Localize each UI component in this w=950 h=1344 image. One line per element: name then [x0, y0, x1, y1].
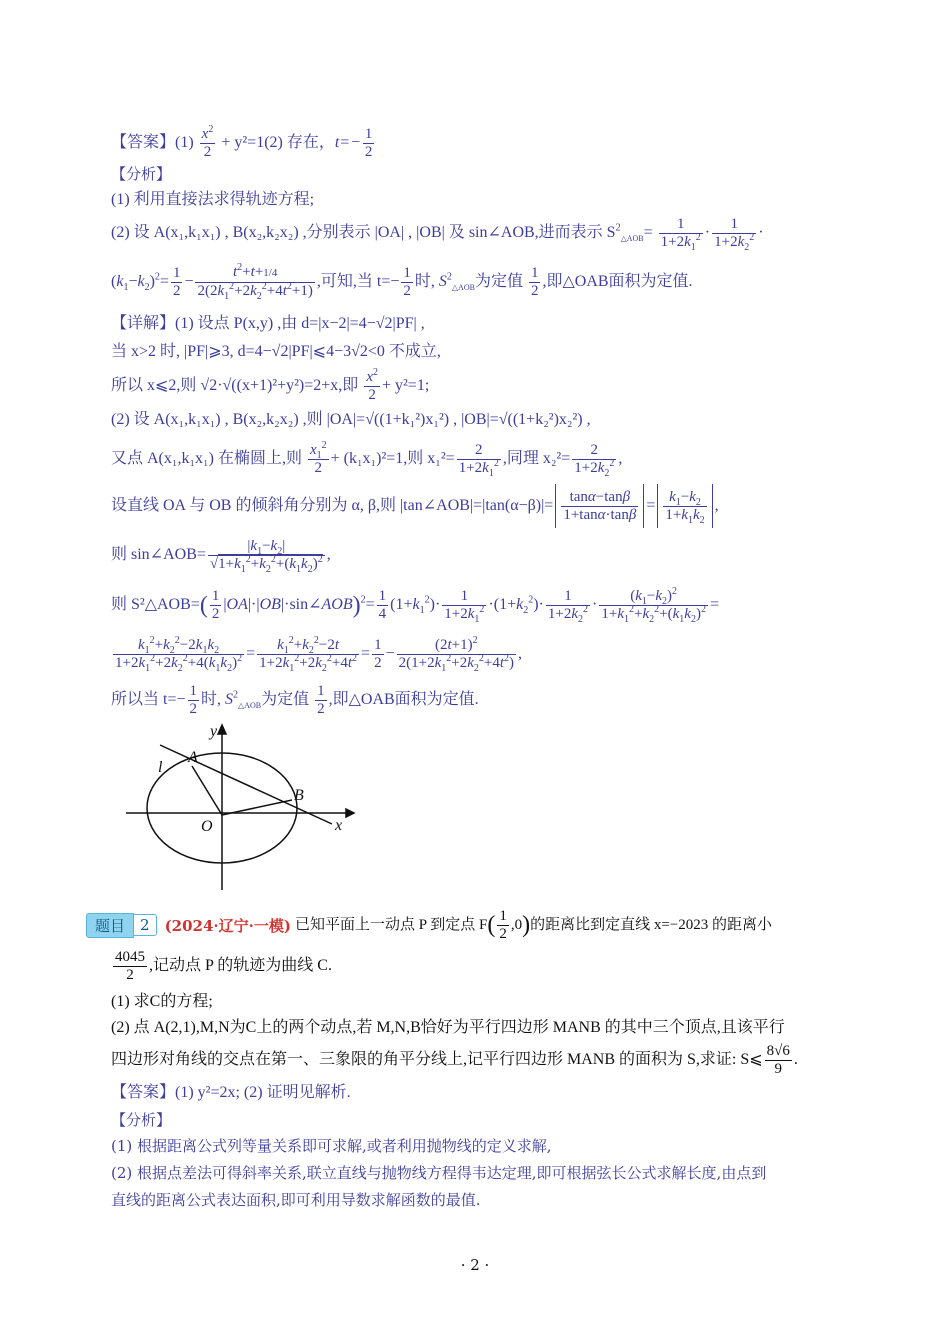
label-a: A — [188, 749, 198, 766]
detail-1-line-6: 设直线 OA 与 OB 的倾斜角分别为 α, β,则 |tan∠AOB|=|tan(α−β)|= $\frac{\tan\alpha-\tan\beta}{1+\tan\alpha\cdot\tan\beta}$ = $\frac{k_1-k_2}{1+k_1k_2}$ , — [111, 484, 719, 528]
problem-2-line-2: $\frac{4045}{2}$ ,记动点 P 的轨迹为曲线 C. — [115, 948, 332, 983]
segment-oa — [192, 766, 222, 815]
answer-label: 【答案】 — [111, 134, 176, 151]
y-axis-arrow — [218, 725, 226, 734]
detail-1-line-1: 【详解】(1) 设点 P(x,y) ,由 d=|x−2|=4−√2|PF| , — [111, 315, 425, 332]
analysis-2-line-1: (1) 根据距离公式列等量关系即可求解,或者利用抛物线的定义求解, — [111, 1137, 552, 1155]
problem-number: 2 — [134, 914, 157, 936]
line-l — [160, 745, 332, 824]
problem-2-q2: (2) 点 A(2,1),M,N为C上的两个动点,若 M,N,B恰好为平行四边形 MANB 的其中三个顶点,且该平行 — [111, 1019, 785, 1036]
detail-1-line-9: $\frac{k_1^2+k_2^2-2k_1k_2}{1+2k_1^2+2k_2^2+4(k_1k_2)^2}$ = $\frac{k_1^2+k_2^2-2t}{1+2k_1^2+2k_2^2+4t^2}$ = $\frac{1}{2}$ − $\frac{(2t+1)^2}{2(1+2k_1^2+2k_2^2+4t^2)}$ , — [115, 634, 523, 674]
problem-tag: 题目 — [86, 913, 134, 938]
problem-2-line-1: 已知平面上一动点 P 到定点 F( $\frac{1}{2}$ ,0)的距离比到定直线 x=−2023 的距离小 — [294, 907, 773, 942]
analysis-1-line-1: (1) 利用直接法求得轨迹方程; — [111, 191, 315, 208]
analysis-2-line-2: (2) 根据点差法可得斜率关系,联立直线与抛物线方程得韦达定理,即可根据弦长公式求解长度,由点到 — [111, 1164, 767, 1182]
analysis-label-2: 【分析】 — [111, 1111, 172, 1129]
analysis-label-1: 【分析】 — [111, 165, 172, 183]
answer-line-1: 【答案】(1) $\frac{x^2}{2}$ + y²=1(2) 存在，t=− $\frac{1}{2}$ — [111, 123, 373, 160]
x-axis-arrow — [346, 809, 354, 817]
problem-2-q1: (1) 求C的方程; — [111, 993, 213, 1010]
problem-2-header — [86, 907, 773, 942]
detail-1-line-5: 又点 A(x₁,k₁x₁) 在椭圆上,则 $\frac{x_1^2}{2}$ + (k₁x₁)²=1,则 x₁²= $\frac{2}{1+2k_1^2}$ ,同理 x₂²= $\frac{2}{1+2k_2^2}$ , — [111, 439, 623, 479]
label-o: O — [201, 818, 213, 835]
fraction-x2-over-2: $\frac{x^2}{2}$ — [201, 123, 214, 160]
analysis-1-line-2: (2) 设 A(x₁,k₁x₁) , B(x₂,k₂x₂) ,分别表示 |OA| , |OB| 及 sin∠AOB,进而表示 $S^2_{\triangle AOB}=$ $\frac{1}{1+2k_1^2}$ · $\frac{1}{1+2k_2^2}$ · — [111, 215, 764, 253]
answer-2: 【答案】(1) y²=2x; (2) 证明见解析. — [111, 1084, 351, 1101]
problem-2-q3: 四边形对角线的交点在第一、三象限的角平分线上,记平行四边形 MANB 的面积为 S,求证: S⩽ $\frac{8√6}{9}$ . — [111, 1042, 798, 1077]
detail-1-line-3: 所以 x⩽2,则 √2·√((x+1)²+y²)=2+x,即 $\frac{x^2}{2}$ + y²=1; — [111, 366, 430, 403]
analysis-2-line-3: 直线的距离公式表达面积,即可利用导数求解函数的最值. — [111, 1191, 481, 1209]
label-l: l — [158, 759, 163, 776]
detail-1-line-8: 则 S²△AOB=( $\frac{1}{2}$ |OA|·|OB|·sin∠AOB)$^2$= $\frac{1}{4}$ $(1+k_1^2)\cdot$ $\frac{1}{1+2k_1^2}$ $\cdot(1+k_2^2)\cdot$ $\frac{1}{1+2k_2^2}$ · $\frac{(k_1-k_2)^2}{1+k_1^2+k_2^2+(k_1k_2)^2}$ = — [111, 585, 719, 625]
problem-source: (2024·辽宁·一模) — [164, 916, 291, 935]
label-y: y — [210, 723, 218, 740]
ellipse-figure — [124, 722, 364, 892]
analysis-1-line-3: $(k_1-k_2)^2=$ $\frac{1}{2}$ − $\frac{t^2+t+1/4}{2(2k_1^2+2k_2^2+4t^2+1)}$ ,可知,当 t=− $\frac{1}{2}$ 时, $S^2_{\triangle AOB}$为定值 $\frac{1}{2}$ ,即△OAB面积为定值. — [111, 262, 693, 303]
detail-1-line-7: 则 sin∠AOB= $\frac{|k_1-k_2|}{√1+k_1^2+k_2^2+(k_1k_2)^2}$ , — [111, 537, 331, 575]
label-x: x — [335, 817, 343, 834]
detail-1-line-2: 当 x>2 时, |PF|⩾3, d=4−√2|PF|⩽4−3√2<0 不成立, — [111, 343, 441, 360]
page-number: · 2 · — [460, 1256, 490, 1274]
fraction-half: $\frac{1}{2}$ — [364, 125, 373, 160]
label-b: B — [294, 787, 304, 804]
detail-1-line-4: (2) 设 A(x₁,k₁x₁) , B(x₂,k₂x₂) ,则 |OA|=√((1+k₁²)x₁²) , |OB|=√((1+k₂²)x₂²) , — [111, 411, 591, 428]
detail-1-line-10: 所以当 t=− $\frac{1}{2}$ 时, $S^2_{\triangle AOB}$为定值 $\frac{1}{2}$ ,即△OAB面积为定值. — [111, 682, 479, 717]
